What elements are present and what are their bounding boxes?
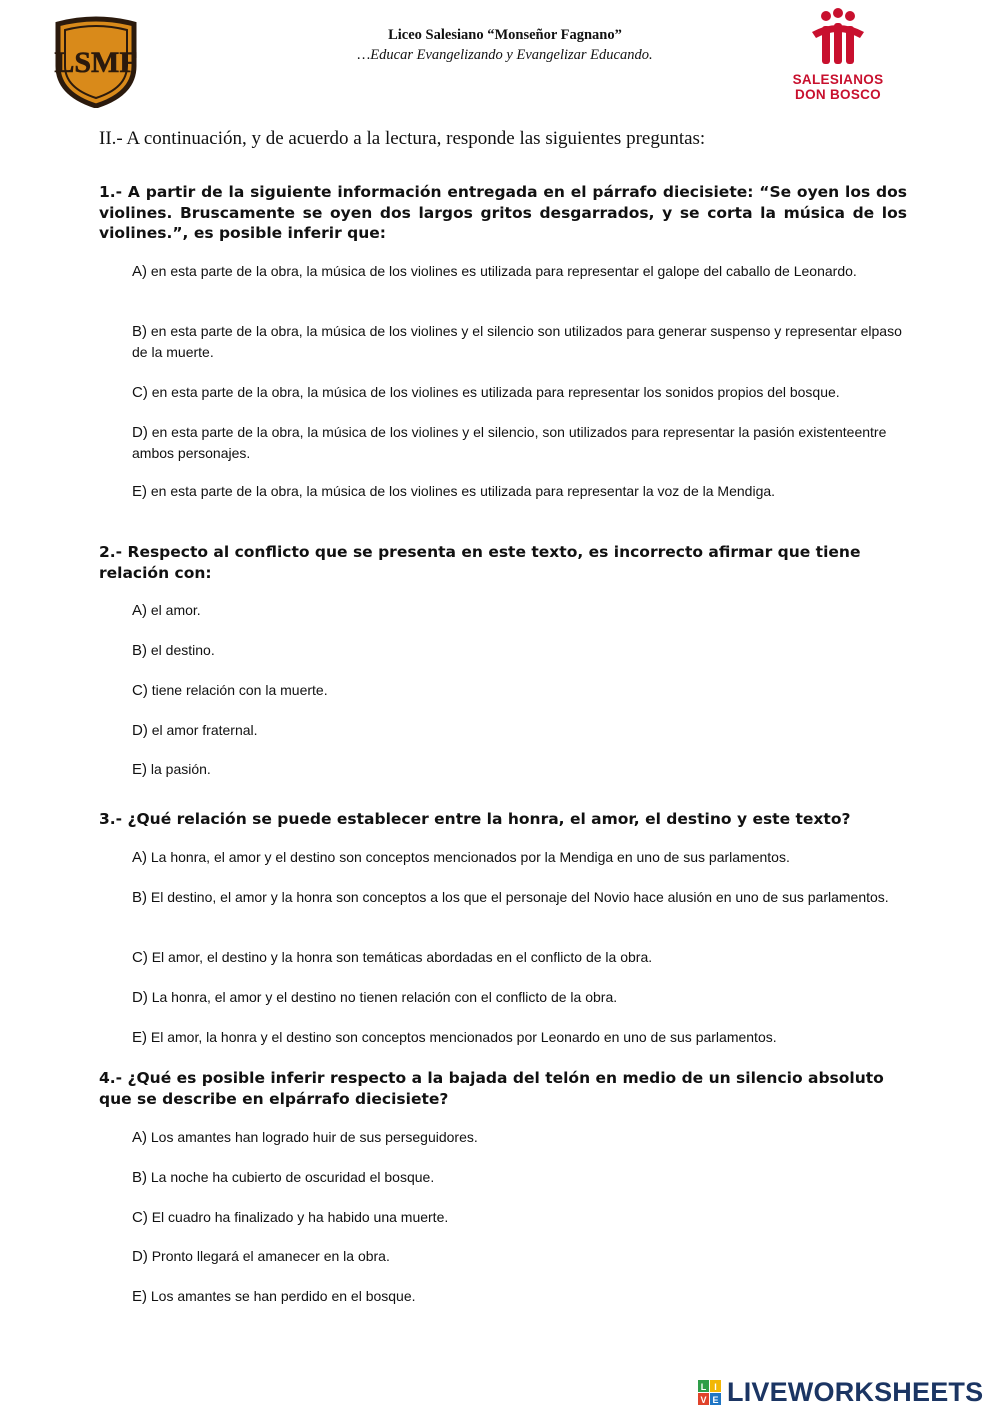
salesianos-logo-text [786,72,890,102]
option-letter: D) [132,989,148,1006]
q4-option-a[interactable] [132,1127,912,1148]
option-text: la pasión. [150,761,211,777]
q1-option-e[interactable] [132,481,912,502]
q3-option-b[interactable] [132,887,935,908]
q4-option-e[interactable] [132,1286,912,1307]
option-letter: B) [132,1169,147,1186]
option-letter: D) [132,722,148,739]
q4-option-d[interactable] [132,1246,912,1267]
option-text: El cuadro ha finalizado y ha habido una muerte. [151,1209,449,1225]
q4-option-b[interactable] [132,1167,912,1188]
option-text: La honra, el amor y el destino no tienen relación con el conflicto de la obra. [151,989,618,1005]
question-2: 2.- Respecto al conflicto que se presenta en este texto, es incorrecto afirmar que tiene relación con: [99,543,861,582]
option-text: El destino, el amor y la honra son conceptos a los que el personaje del Novio hace alusión en uno de sus parlamentos. [150,889,889,905]
question-1: 1.- A partir de la siguiente información entregada en el párrafo diecisiete: “Se oyen los dos violines. Bruscamente se oyen dos largos gritos desgarrados, y se corta la música de los violines.”, es posible inferir que: [99,183,907,242]
q1-option-d[interactable] [132,422,912,464]
school-motto: …Educar Evangelizando y Evangelizar Educando. [357,47,653,63]
option-text: en esta parte de la obra, la música de los violines es utilizada para representar la voz de la Mendiga. [150,483,776,499]
q3-option-c[interactable] [132,947,912,968]
option-text: La noche ha cubierto de oscuridad el bosque. [150,1169,435,1185]
q3-option-e[interactable] [132,1027,912,1048]
q2-option-d[interactable] [132,720,912,741]
option-letter: C) [132,384,148,401]
lsmf-crest-icon [52,16,140,108]
logo-letter-e: E [712,1395,719,1405]
option-text: Los amantes han logrado huir de sus perseguidores. [150,1129,478,1145]
q4-option-c[interactable] [132,1207,912,1228]
option-text: tiene relación con la muerte. [151,682,328,698]
option-letter: D) [132,424,148,441]
question-3: 3.- ¿Qué relación se puede establecer entre la honra, el amor, el destino y este texto? [99,810,851,828]
option-letter: E) [132,1029,147,1046]
section-title: II.- A continuación, y de acuerdo a la lectura, responde las siguientes preguntas: [99,128,706,149]
option-letter: C) [132,1209,148,1226]
liveworksheets-logo-icon [698,1380,722,1406]
q1-option-c[interactable] [132,382,912,403]
option-text: el amor fraternal. [151,722,258,738]
q2-option-a[interactable] [132,600,912,621]
option-text: Los amantes se han perdido en el bosque. [150,1288,416,1304]
logo-letter-v: V [700,1395,707,1405]
q2-option-e[interactable] [132,759,912,780]
q1-option-a[interactable] [132,261,935,282]
option-letter: E) [132,761,147,778]
option-letter: A) [132,602,147,619]
liveworksheets-brand: LIVEWORKSHEETS [727,1377,984,1407]
option-text: El amor, el destino y la honra son temáticas abordadas en el conflicto de la obra. [151,949,653,965]
logo-letter-l: L [700,1382,707,1392]
option-text: en esta parte de la obra, la música de los violines es utilizada para representar el galope del caballo de Leonardo. [150,263,857,279]
option-letter: E) [132,1288,147,1305]
salesianos-label: SALESIANOS [792,72,884,87]
option-letter: C) [132,682,148,699]
option-letter: A) [132,1129,147,1146]
q2-option-c[interactable] [132,680,912,701]
q1-option-b[interactable] [132,321,912,363]
question-4: 4.- ¿Qué es posible inferir respecto a la bajada del telón en medio de un silencio absoluto que se describe en elpárrafo diecisiete? [99,1069,884,1108]
option-letter: B) [132,889,147,906]
option-text: el amor. [150,602,201,618]
option-letter: B) [132,642,147,659]
option-letter: E) [132,483,147,500]
option-letter: B) [132,323,147,340]
q3-option-a[interactable] [132,847,912,868]
crest-letters: LSMF [54,46,138,79]
option-text: en esta parte de la obra, la música de los violines y el silencio son utilizados para generar suspenso y representar elpaso de la muerte. [132,323,902,360]
option-text: El amor, la honra y el destino son conceptos mencionados por Leonardo en uno de sus parlamentos. [150,1029,777,1045]
option-letter: A) [132,263,147,280]
option-letter: A) [132,849,147,866]
q3-option-d[interactable] [132,987,912,1008]
school-name: Liceo Salesiano “Monseñor Fagnano” [388,27,622,43]
option-text: La honra, el amor y el destino son conceptos mencionados por la Mendiga en uno de sus parlamentos. [150,849,790,865]
option-text: Pronto llegará el amanecer en la obra. [151,1248,390,1264]
option-text: el destino. [150,642,215,658]
logo-letter-i: I [714,1382,717,1392]
option-text: en esta parte de la obra, la música de los violines y el silencio, son utilizados para representar la pasión existenteentre ambos personajes. [132,424,887,461]
option-text: en esta parte de la obra, la música de los violines es utilizada para representar los sonidos propios del bosque. [151,384,840,400]
don-bosco-label: DON BOSCO [795,87,881,102]
option-letter: C) [132,949,148,966]
option-letter: D) [132,1248,148,1265]
q2-option-b[interactable] [132,640,912,661]
